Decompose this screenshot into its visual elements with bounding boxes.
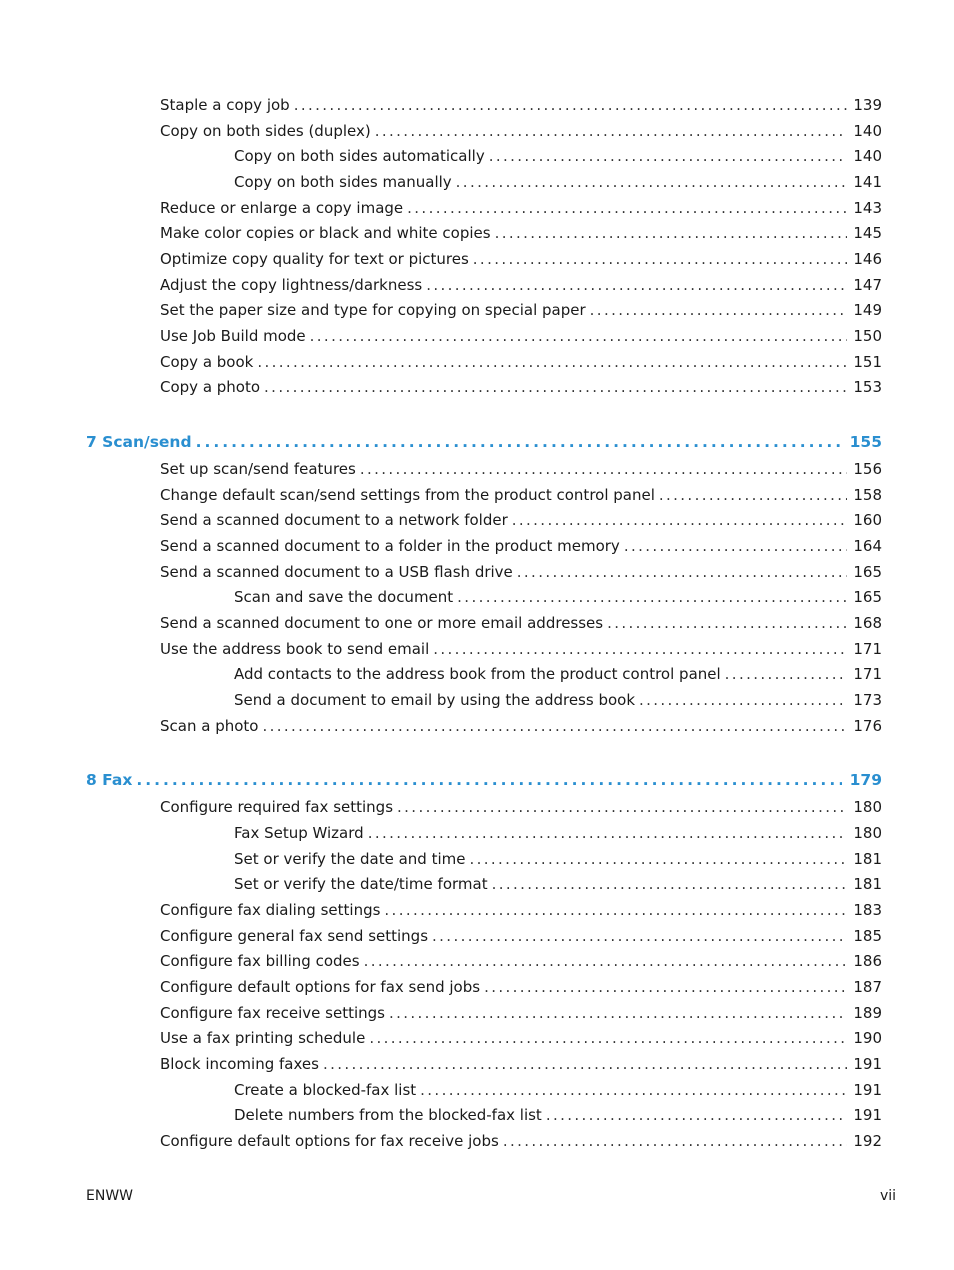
toc-entry[interactable] (160, 1054, 882, 1074)
toc-entry-title: Copy on both sides automatically (234, 147, 485, 165)
toc-entry-title: Reduce or enlarge a copy image (160, 199, 404, 217)
toc-chapter-entry[interactable] (86, 770, 882, 790)
toc-entry-title: Make color copies or black and white copies (160, 224, 491, 242)
toc-entry[interactable] (160, 797, 882, 817)
toc-entry-title: Set the paper size and type for copying on special paper (160, 301, 586, 319)
dot-leader (517, 562, 848, 582)
dot-leader (473, 249, 848, 269)
toc-entry-title: Send a document to email by using the address book (234, 691, 636, 709)
dot-leader (495, 223, 848, 243)
toc-entry-title: Send a scanned document to a folder in the product memory (160, 537, 620, 555)
toc-entry-title: Configure fax billing codes (160, 952, 360, 970)
dot-leader (397, 797, 847, 817)
toc-entry-title: Add contacts to the address book from the product control panel (234, 665, 721, 683)
toc-entry[interactable] (160, 900, 882, 920)
toc-entry-title: Adjust the copy lightness/darkness (160, 276, 423, 294)
toc-entry-page-number: 191 (853, 1055, 882, 1073)
toc-entry-page-number: 183 (853, 901, 882, 919)
toc-entry-page-number: 173 (853, 691, 882, 709)
toc-entry-page-number: 189 (853, 1004, 882, 1022)
toc-entry[interactable] (160, 198, 882, 218)
toc-entry-title: Send a scanned document to one or more email addresses (160, 614, 604, 632)
toc-entry[interactable] (160, 510, 882, 530)
toc-entry[interactable] (160, 485, 882, 505)
toc-entry[interactable] (160, 1003, 882, 1023)
toc-entry[interactable] (234, 823, 882, 843)
dot-leader (389, 1003, 847, 1023)
toc-entry[interactable] (160, 562, 882, 582)
toc-entry-title: Block incoming faxes (160, 1055, 319, 1073)
toc-entry-page-number: 140 (853, 122, 882, 140)
toc-entry[interactable] (234, 874, 882, 894)
dot-leader (659, 485, 847, 505)
toc-entry-title: Change default scan/send settings from the product control panel (160, 486, 655, 504)
dot-leader (368, 823, 848, 843)
toc-entry-page-number: 151 (853, 353, 882, 371)
toc-entry-page-number: 186 (853, 952, 882, 970)
footer-left-label: ENWW (86, 1188, 134, 1204)
dot-leader (456, 172, 848, 192)
dot-leader (364, 951, 848, 971)
toc-entry-page-number: 156 (853, 460, 882, 478)
toc-entry-title: Configure required fax settings (160, 798, 394, 816)
dot-leader (375, 121, 848, 141)
toc-entry[interactable] (160, 613, 882, 633)
toc-entry-title: Copy a photo (160, 378, 261, 396)
toc-entry-page-number: 140 (853, 147, 882, 165)
toc-entry-page-number: 164 (853, 537, 882, 555)
toc-entry-page-number: 191 (853, 1106, 882, 1124)
toc-entry-title: Set or verify the date and time (234, 850, 466, 868)
toc-entry-page-number: 160 (853, 511, 882, 529)
dot-leader (384, 900, 847, 920)
footer-page-number: vii (880, 1188, 897, 1204)
toc-entry-title: Send a scanned document to a USB flash drive (160, 563, 513, 581)
toc-entry-title: Send a scanned document to a network folder (160, 511, 508, 529)
toc-entry-title: Scan a photo (160, 717, 259, 735)
toc-entry[interactable] (234, 849, 882, 869)
dot-leader (420, 1080, 847, 1100)
toc-entry[interactable] (160, 95, 882, 115)
toc-entry[interactable] (160, 249, 882, 269)
dot-leader (469, 849, 847, 869)
dot-leader (264, 377, 847, 397)
toc-entry-title: Use a fax printing schedule (160, 1029, 366, 1047)
toc-entry-title: Staple a copy job (160, 96, 290, 114)
dot-leader (294, 95, 848, 115)
toc-entry[interactable] (234, 1080, 882, 1100)
toc-entry-title: Fax Setup Wizard (234, 824, 364, 842)
toc-entry-page-number: 168 (853, 614, 882, 632)
dot-leader (546, 1105, 848, 1125)
toc-entry-page-number: 192 (853, 1132, 882, 1150)
toc-entry-page-number: 171 (853, 640, 882, 658)
toc-entry-page-number: 165 (853, 563, 882, 581)
toc-chapter-entry[interactable] (86, 432, 882, 452)
dot-leader (360, 459, 848, 479)
toc-entry[interactable] (234, 587, 882, 607)
toc-entry[interactable] (234, 664, 882, 684)
toc-entry-title: Set or verify the date/time format (234, 875, 488, 893)
dot-leader (457, 587, 847, 607)
toc-entry-title: Use Job Build mode (160, 327, 306, 345)
toc-entry-title: Delete numbers from the blocked-fax list (234, 1106, 542, 1124)
dot-leader (590, 300, 848, 320)
toc-entry-page-number: 180 (853, 798, 882, 816)
toc-entry[interactable] (160, 977, 882, 997)
dot-leader (369, 1028, 847, 1048)
toc-entry-page-number: 149 (853, 301, 882, 319)
toc-entry-page-number: 165 (853, 588, 882, 606)
toc-entry-page-number: 185 (853, 927, 882, 945)
dot-leader (607, 613, 847, 633)
toc-entry[interactable] (160, 121, 882, 141)
toc-entry-title: Configure fax receive settings (160, 1004, 385, 1022)
toc-entry-page-number: 153 (853, 378, 882, 396)
dot-leader (407, 198, 847, 218)
toc-entry-title: Optimize copy quality for text or pictures (160, 250, 469, 268)
toc-entry[interactable] (160, 1028, 882, 1048)
toc-entry-page-number: 147 (853, 276, 882, 294)
dot-leader (725, 664, 848, 684)
dot-leader (262, 716, 847, 736)
toc-entry[interactable] (160, 223, 882, 243)
dot-leader (257, 352, 847, 372)
dot-leader (492, 874, 848, 894)
toc-entry-page-number: 191 (853, 1081, 882, 1099)
dot-leader (484, 977, 847, 997)
toc-entry-title: 8 Fax (86, 771, 133, 789)
toc-entry[interactable] (160, 716, 882, 736)
toc-entry[interactable] (234, 690, 882, 710)
toc-entry-page-number: 181 (853, 875, 882, 893)
toc-entry-title: Create a blocked-fax list (234, 1081, 417, 1099)
dot-leader (432, 926, 847, 946)
toc-entry[interactable] (160, 300, 882, 320)
toc-entry-page-number: 143 (853, 199, 882, 217)
toc-entry-page-number: 141 (853, 173, 882, 191)
toc-entry-title: Scan and save the document (234, 588, 454, 606)
toc-entry-page-number: 145 (853, 224, 882, 242)
toc-entry[interactable] (160, 536, 882, 556)
dot-leader (503, 1131, 848, 1151)
toc-entry-title: Configure default options for fax send jobs (160, 978, 481, 996)
toc-entry[interactable] (234, 146, 882, 166)
dot-leader (323, 1054, 847, 1074)
toc-entry-title: Copy a book (160, 353, 254, 371)
toc-entry[interactable] (160, 1131, 882, 1151)
toc-entry-page-number: 176 (853, 717, 882, 735)
toc-entry-title: Copy on both sides (duplex) (160, 122, 371, 140)
toc-entry-page-number: 146 (853, 250, 882, 268)
toc-entry-title: Set up scan/send features (160, 460, 356, 478)
toc-entry[interactable] (160, 377, 882, 397)
dot-leader (639, 690, 847, 710)
toc-entry[interactable] (160, 275, 882, 295)
toc-entry[interactable] (160, 926, 882, 946)
dot-leader (196, 432, 842, 452)
dot-leader (624, 536, 848, 556)
toc-entry-title: Configure default options for fax receive jobs (160, 1132, 499, 1150)
toc-entry-page-number: 171 (853, 665, 882, 683)
toc-entry[interactable] (160, 639, 882, 659)
toc-entry[interactable] (234, 1105, 882, 1125)
toc-entry[interactable] (160, 951, 882, 971)
toc-entry-title: Use the address book to send email (160, 640, 430, 658)
toc-entry-page-number: 150 (853, 327, 882, 345)
dot-leader (489, 146, 848, 166)
toc-entry-page-number: 179 (849, 771, 882, 789)
toc-entry[interactable] (160, 459, 882, 479)
toc-entry[interactable] (234, 172, 882, 192)
dot-leader (136, 770, 841, 790)
toc-entry-title: Configure general fax send settings (160, 927, 429, 945)
toc-entry-page-number: 155 (849, 433, 882, 451)
dot-leader (512, 510, 848, 530)
toc-entry-page-number: 180 (853, 824, 882, 842)
dot-leader (310, 326, 848, 346)
toc-entry-page-number: 190 (853, 1029, 882, 1047)
toc-entry-title: Configure fax dialing settings (160, 901, 381, 919)
toc-entry[interactable] (160, 326, 882, 346)
toc-entry-page-number: 187 (853, 978, 882, 996)
dot-leader (426, 275, 847, 295)
toc-entry-title: Copy on both sides manually (234, 173, 452, 191)
toc-entry-page-number: 181 (853, 850, 882, 868)
toc-entry[interactable] (160, 352, 882, 372)
toc-entry-page-number: 139 (853, 96, 882, 114)
dot-leader (433, 639, 847, 659)
toc-entry-page-number: 158 (853, 486, 882, 504)
toc-entry-title: 7 Scan/send (86, 433, 192, 451)
